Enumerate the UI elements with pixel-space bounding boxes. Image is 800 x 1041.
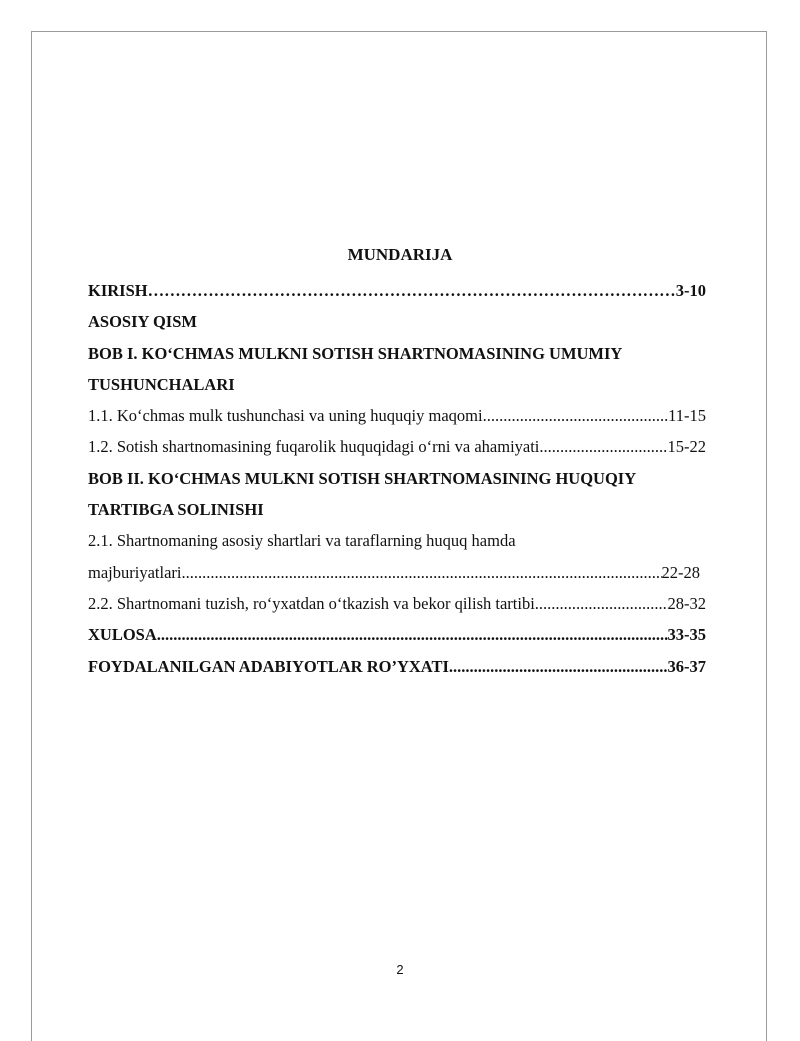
toc-entry-label: KIRISH xyxy=(88,281,148,300)
toc-chapter-1-title: BOB I. KO‘CHMAS MULKNI SOTISH SHARTNOMASINING UMUMIY xyxy=(88,343,623,363)
toc-entry-pages: 3-10 xyxy=(675,281,706,300)
page-number: 2 xyxy=(396,962,404,977)
toc-entry-2-1-text: 2.1. Shartnomaning asosiy shartlari va taraflarning huquq hamda xyxy=(88,531,516,551)
toc-entry-kirish[interactable] xyxy=(88,275,706,306)
toc-entry-1-1[interactable] xyxy=(88,400,706,431)
toc-chapter-2-title: BOB II. KO‘CHMAS MULKNI SOTISH SHARTNOMASINING HUQUQIY xyxy=(88,468,637,488)
toc-entry-pages: 33-35 xyxy=(667,625,706,645)
dot-leader xyxy=(181,557,661,588)
toc-entry-xulosa[interactable] xyxy=(88,619,706,650)
toc-chapter-2-title-cont: TARTIBGA SOLINISHI xyxy=(88,500,264,520)
toc-entry-2-2[interactable] xyxy=(88,588,706,619)
dot-leader xyxy=(483,400,669,431)
toc-entry-2-1[interactable] xyxy=(88,557,700,588)
toc-entry-pages: 15-22 xyxy=(667,437,706,457)
toc-title: MUNDARIJA xyxy=(347,245,453,264)
toc-entry-pages: 28-32 xyxy=(667,593,706,613)
toc-entry-pages: 22-28 xyxy=(661,562,700,582)
dot-leader xyxy=(539,431,667,462)
toc-heading-asosiy-qism: ASOSIY QISM xyxy=(88,312,197,332)
toc-chapter-1-title-cont: TUSHUNCHALARI xyxy=(88,374,235,394)
toc-entry-label: 1.2. Sotish shartnomasining fuqarolik huquqidagi o‘rni va ahamiyati xyxy=(88,437,540,457)
toc-entry-adabiyotlar[interactable] xyxy=(88,651,706,682)
toc-entry-1-2[interactable] xyxy=(88,431,706,462)
toc-entry-label: FOYDALANILGAN ADABIYOTLAR RO’YXATI xyxy=(88,656,449,676)
toc-entry-label: majburiyatlari xyxy=(88,562,182,582)
table-of-contents xyxy=(88,275,706,682)
toc-entry-label: 2.2. Shartnomani tuzish, ro‘yxatdan o‘tkazish va bekor qilish tartibi xyxy=(88,593,535,613)
dot-leader xyxy=(157,619,668,650)
toc-entry-pages: 11-15 xyxy=(668,406,706,426)
dot-leader xyxy=(535,588,668,619)
toc-entry-label: XULOSA xyxy=(88,625,157,645)
toc-entry-pages: 36-37 xyxy=(667,656,706,676)
dot-leader xyxy=(148,275,676,306)
dot-leader xyxy=(449,651,668,682)
toc-entry-label: 1.1. Ko‘chmas mulk tushunchasi va uning huquqiy maqomi xyxy=(88,406,483,426)
